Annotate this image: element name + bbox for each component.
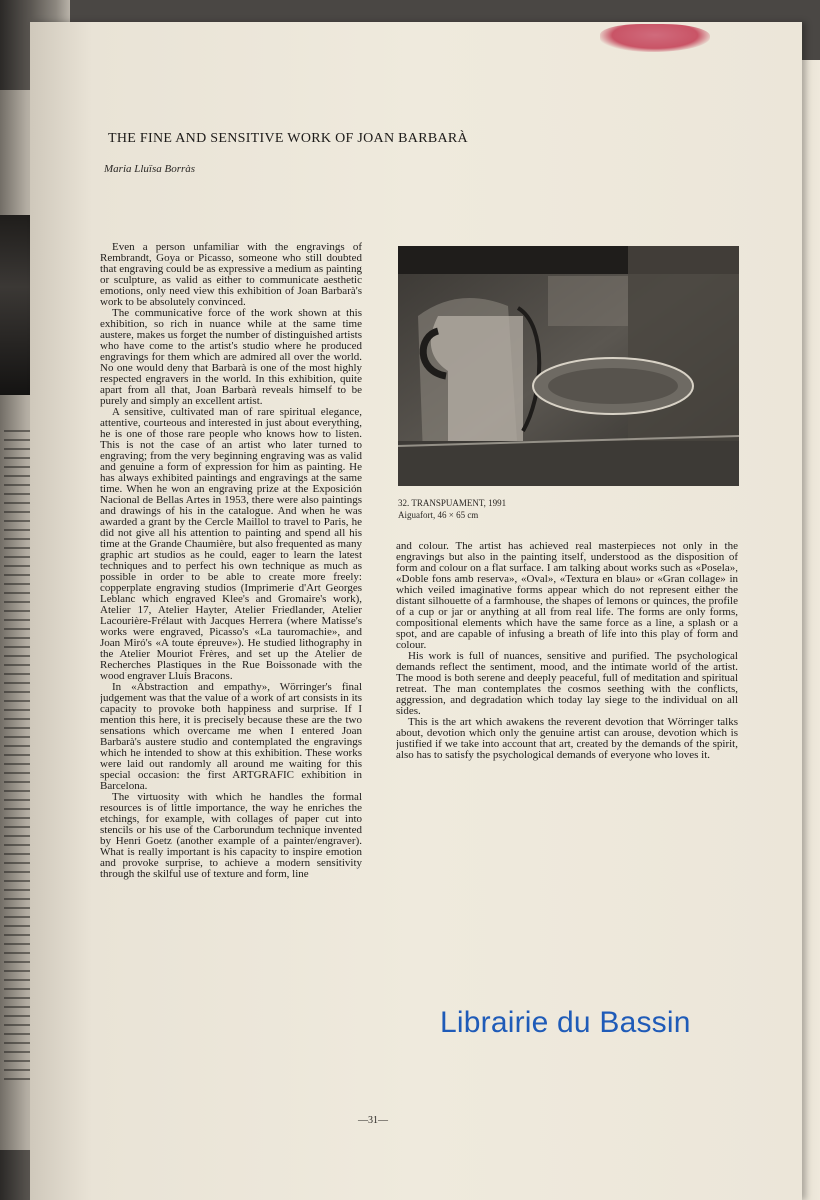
paragraph: The communicative force of the work shown at this exhibition, so rich in nuance while at the same time austere, makes us forget the number of distinguished artists who have come to the artist's studio where he produced engravings for them which are admired all over the world. No one would deny that Barbarà is one of the most highly respected engravers in the world. In this exhibition, quite apart from all that, Joan Barbarà reveals himself to be purely and simply an excellent artist. — [100, 307, 362, 407]
paragraph: A sensitive, cultivated man of rare spiritual elegance, attentive, courteous and interested in just about everything, he is one of those rare people who knows how to listen. This is not the case of an artist who later turned to engraving; from the very beginning engraving was as valid and genuine a form of expression for him as painting. He has always exhibited paintings and engravings at the same time. When he won an engraving prize at the Exposición Nacional de Bellas Artes in 1953, there were also paintings and drawings of his in the catalogue. And when he was awarded a grant by the Cercle Maillol to travel to Paris, he did not give all his attention to painting and spend all his time at the Grande Chaumière, but also frequented as many graphic art studios as he could, eager to learn the latest techniques and to perfect his own technique as much as possible in order to be able to create more freely: copperplate engraving studios (Imprimerie d'Art Georges Leblanc which engraved Klee's and Gromaire's work), Atelier 17, Atelier Hayter, Atelier Friedlander, Atelier Lacourière-Frélaut with Jacques Herrera (where Matisse's works were engraved, Picasso's «La tauromachie», and Joan Miró's «A toute épreuve»). He studied lithography in the Atelier Mouriot Frères, and set up the Atelier de Recherches Plastiques in the Rue Boissonade with the wood engraver Lluís Bracons. — [100, 406, 362, 682]
text-column-left — [100, 242, 362, 1092]
figure-caption-title: 32. TRANSPUAMENT, 1991 — [398, 498, 507, 508]
article-title: THE FINE AND SENSITIVE WORK OF JOAN BARBARÀ — [108, 131, 468, 146]
paragraph: The virtuosity with which he handles the formal resources is of little importance, the way he enriches the etchings, for example, with collages of paper cut into stencils or his use of the Carborundum technique invented by Henri Goetz (another example of a painter/engraver). What is really important is his capacity to inspire emotion and provoke surprise, to achieve a modern sensitivity through the skilful use of texture and form, line — [100, 791, 362, 880]
paragraph: Even a person unfamiliar with the engravings of Rembrandt, Goya or Picasso, someone who still doubted that engraving could be as expressive a medium as painting or sculpture, as valid as either to communicate aesthetic emotions, only need view this exhibition of Joan Barbarà's work to be absolutely convinced. — [100, 242, 362, 308]
facing-page-image — [0, 215, 34, 395]
paragraph: This is the art which awakens the reverent devotion that Wörringer talks about, devotion which only the genuine artist can arouse, devotion which is justified if we take into account that art, created by the demands of the spirit, also has to satisfy the psychological demands of everyone who loves it. — [396, 716, 738, 761]
engraving-image — [398, 246, 739, 486]
engraving-reproduction — [398, 246, 739, 486]
paragraph: His work is full of nuances, sensitive and purified. The psychological demands reflect the sentiment, mood, and the intimate world of the artist. The mood is both serene and deeply peaceful, full of meditation and spiritual retreat. The man contemplates the cosmos seething with the conflicts, aggression, and degradation which today lay siege to the individual on all sides. — [396, 650, 738, 717]
figure-caption-detail: Aiguafort, 46 × 65 cm — [398, 510, 479, 520]
seller-watermark: Librairie du Bassin — [440, 1006, 691, 1039]
paragraph: and colour. The artist has achieved real masterpieces not only in the engravings but also in the painting itself, understood as the disposition of form and colour on a flat surface. I am talking about works such as «Posela», «Doble fons amb reserva», «Oval», «Textura en blau» or «Gran collage» in which veiled imaginative forms appear which do not represent either the distant silhouette of a farmhouse, the shapes of lemons or quinces, the profile of a cup or jar or anything at all from real life. The forms are only forms, compositional elements which have the same force as a line, a splash or a spot, and are capable of infusing a breath of life into this play of form and colour. — [396, 541, 738, 651]
paragraph: In «Abstraction and empathy», Wörringer's final judgement was that the value of a work of art consists in its capacity to provoke both happiness and surprise. If I mention this here, it is precisely because these are the two sensations which overcame me when I entered Joan Barbarà's austere studio and contemplated the engravings which he intended to show at this exhibition. These works were laid out randomly all around me waiting for this special occasion: the first ARTGRAFIC exhibition in Barcelona. — [100, 681, 362, 792]
text-column-right — [396, 541, 738, 891]
page-number: —31— — [358, 1115, 388, 1126]
article-author: Maria Lluïsa Borràs — [104, 163, 196, 175]
